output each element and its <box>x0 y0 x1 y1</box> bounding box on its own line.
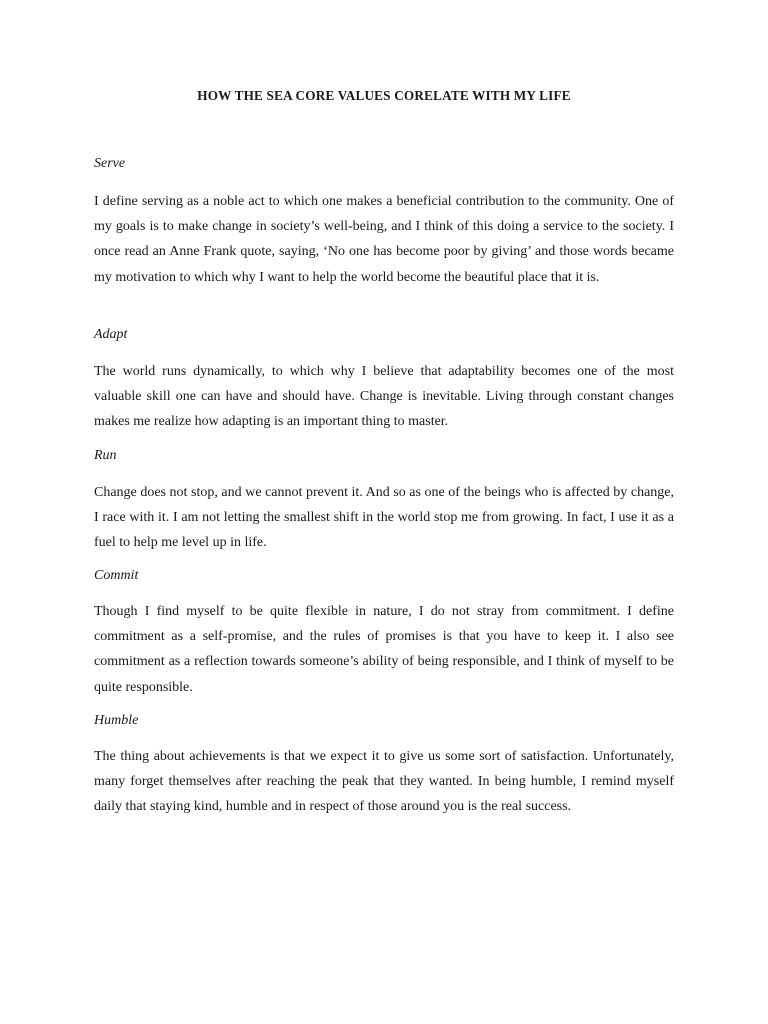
section-body-run: Change does not stop, and we cannot prevent it. And so as one of the beings who is affected by change, I race with it. I am not letting the smallest shift in the world stop me from growing. In fact, I use it as a fuel to help me level up in life. <box>94 485 674 551</box>
section-heading-commit: Commit <box>94 568 139 583</box>
section-heading-run: Run <box>94 448 117 463</box>
section-heading-humble: Humble <box>94 713 139 728</box>
section-heading-adapt: Adapt <box>94 327 128 342</box>
section-heading-serve: Serve <box>94 156 126 171</box>
section-body-adapt: The world runs dynamically, to which why I believe that adaptability becomes one of the most valuable skill one can have and should have. Change is inevitable. Living through constant changes makes me realize how adapting is an important thing to master. <box>94 364 674 430</box>
section-body-serve: I define serving as a noble act to which one makes a beneficial contribution to the community. One of my goals is to make change in society’s well-being, and I think of this doing a service to the society. I once read an Anne Frank quote, saying, ‘No one has become poor by giving’ and those words became my motivation to which why I want to help the world become the beautiful place that it is. <box>94 194 674 285</box>
document-title: HOW THE SEA CORE VALUES CORELATE WITH MY LIFE <box>197 88 571 103</box>
section-body-humble: The thing about achievements is that we expect it to give us some sort of satisfaction. Unfortunately, many forget themselves after reaching the peak that they wanted. In being humble, I remind myself daily that staying kind, humble and in respect of those around you is the real success. <box>94 749 674 815</box>
section-body-commit: Though I find myself to be quite flexible in nature, I do not stray from commitment. I define commitment as a self-promise, and the rules of promises is that you have to keep it. I also see commitment as a reflection towards someone’s ability of being responsible, and I think of myself to be quite responsible. <box>94 604 674 695</box>
